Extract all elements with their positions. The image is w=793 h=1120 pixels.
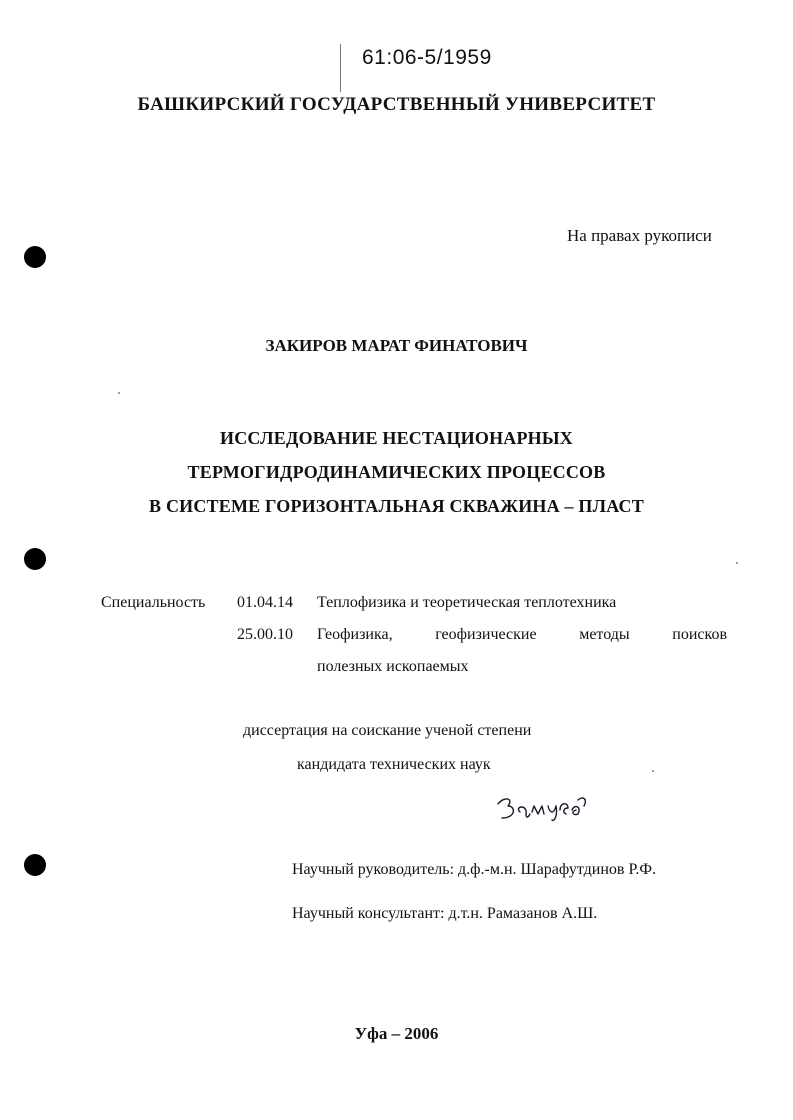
- binding-hole-mark: [24, 246, 46, 268]
- dissertation-degree-line-2: кандидата технических наук: [297, 756, 491, 773]
- specialty-code-1: 01.04.14: [237, 594, 293, 611]
- scan-speck: [736, 562, 738, 564]
- scientific-advisor: Научный руководитель: д.ф.-м.н. Шарафутдинов Р.Ф.: [292, 861, 656, 878]
- city-year: Уфа – 2006: [354, 1024, 439, 1043]
- manuscript-rights-note: На правах рукописи: [567, 226, 712, 245]
- binding-hole-mark: [24, 854, 46, 876]
- binding-hole-mark: [24, 548, 46, 570]
- specialty-description-1: Теплофизика и теоретическая теплотехника: [317, 594, 617, 611]
- university-name: БАШКИРСКИЙ ГОСУДАРСТВЕННЫЙ УНИВЕРСИТЕТ: [137, 94, 656, 115]
- thesis-title-line-1: ИССЛЕДОВАНИЕ НЕСТАЦИОНАРНЫХ: [220, 428, 573, 448]
- scientific-consultant: Научный консультант: д.т.н. Рамазанов А.Ш.: [292, 905, 598, 922]
- author-signature: [494, 790, 594, 826]
- specialty-code-2: 25.00.10: [237, 626, 293, 643]
- scan-speck: [652, 770, 654, 772]
- archive-stamp: 61:06-5/1959: [362, 46, 492, 69]
- thesis-title-line-3: В СИСТЕМЕ ГОРИЗОНТАЛЬНАЯ СКВАЖИНА – ПЛАСТ: [149, 496, 644, 516]
- dissertation-degree-line-1: диссертация на соискание ученой степени: [243, 722, 532, 739]
- stamp-margin-line: [340, 44, 341, 92]
- specialty-description-2-line-2: полезных ископаемых: [317, 658, 469, 675]
- specialty-label: Специальность: [101, 594, 206, 611]
- thesis-title-line-2: ТЕРМОГИДРОДИНАМИЧЕСКИХ ПРОЦЕССОВ: [187, 462, 606, 482]
- specialty-description-2-line-1: Геофизика, геофизические методы поисков: [317, 626, 727, 643]
- scan-speck: [118, 392, 120, 394]
- author-name: ЗАКИРОВ МАРАТ ФИНАТОВИЧ: [265, 336, 528, 355]
